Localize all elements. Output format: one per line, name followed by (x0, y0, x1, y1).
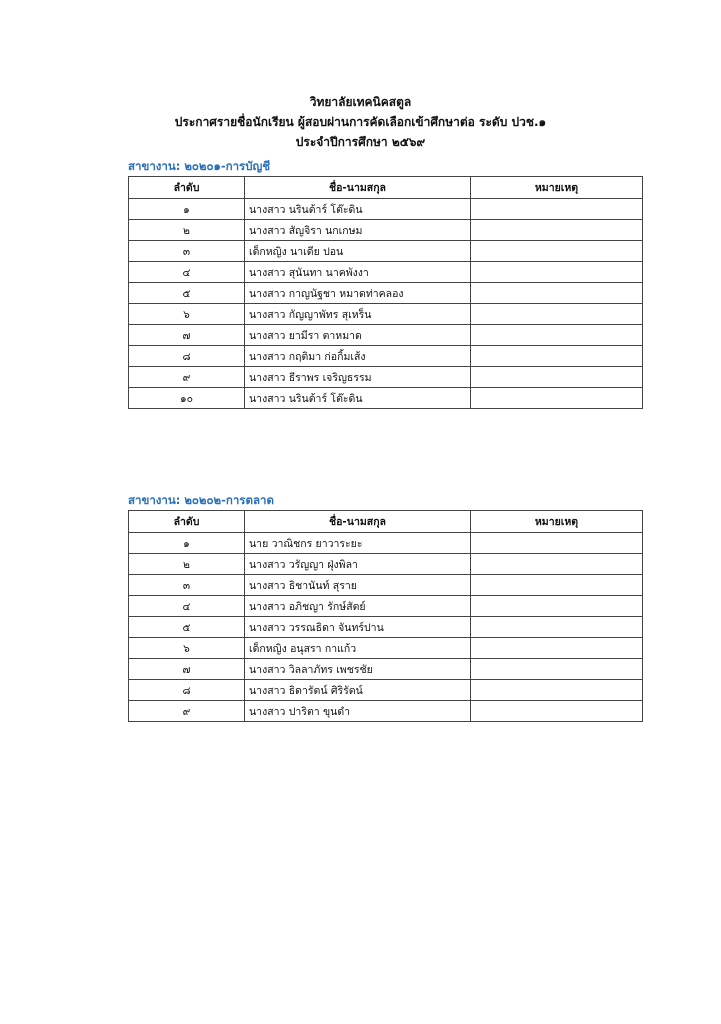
student-name: นางสาว ปาริตา ขุนดำ (245, 701, 471, 722)
student-name: นางสาว ธิดารัตน์ ศิริรัตน์ (245, 680, 471, 701)
student-name: นางสาว สัญจิรา นกเกษม (245, 220, 471, 241)
table-row (129, 701, 643, 722)
column-header-note: หมายเหตุ (471, 177, 643, 199)
column-header-order: ลำดับ (129, 511, 245, 533)
table-row (129, 325, 643, 346)
student-name: เด็กหญิง อนุสรา กาแก้ว (245, 638, 471, 659)
column-header-order: ลำดับ (129, 177, 245, 199)
row-number: ๙ (129, 367, 245, 388)
table-row (129, 304, 643, 325)
student-name: นางสาว ยามีรา ตาหมาด (245, 325, 471, 346)
table-row (129, 346, 643, 367)
table-row (129, 241, 643, 262)
table-row (129, 262, 643, 283)
student-name: นางสาว นรินต้าร์ โต๊ะดิน (245, 388, 471, 409)
row-note (471, 554, 643, 575)
row-note (471, 325, 643, 346)
row-note (471, 617, 643, 638)
row-note (471, 241, 643, 262)
table-row (129, 388, 643, 409)
accounting-table (128, 176, 643, 409)
row-number: ๕ (129, 283, 245, 304)
announcement-title: ประกาศรายชื่อนักเรียน ผู้สอบผ่านการคัดเลือกเข้าศึกษาต่อ ระดับ ปวช.๑ (174, 115, 547, 129)
student-name: นางสาว กัญญาพัทร สุเหร็น (245, 304, 471, 325)
student-name: เด็กหญิง นาเดีย ปอน (245, 241, 471, 262)
document-header (0, 92, 721, 152)
table-row (129, 220, 643, 241)
row-note (471, 575, 643, 596)
row-note (471, 638, 643, 659)
student-name: นางสาว ธีราพร เจริญธรรม (245, 367, 471, 388)
section-title-marketing: สาขางาน: ๒๐๒๐๒-การตลาด (128, 493, 274, 507)
table-row (129, 575, 643, 596)
row-number: ๑๐ (129, 388, 245, 409)
column-header-name: ชื่อ-นามสกุล (245, 177, 471, 199)
student-name: นางสาว วิลลาภัทร เพชรชัย (245, 659, 471, 680)
row-note (471, 262, 643, 283)
row-number: ๖ (129, 638, 245, 659)
student-name: นางสาว นรินต้าร์ โต๊ะดิน (245, 199, 471, 220)
row-note (471, 533, 643, 554)
row-number: ๒ (129, 220, 245, 241)
table-row (129, 638, 643, 659)
student-name: นางสาว ธิชานันท์ สุราย (245, 575, 471, 596)
column-header-note: หมายเหตุ (471, 511, 643, 533)
student-name: นางสาว วรัญญา ฝุ่งพิลา (245, 554, 471, 575)
table-row (129, 283, 643, 304)
row-note (471, 283, 643, 304)
student-name: นางสาว อภิชญา รักษ์สัตย์ (245, 596, 471, 617)
row-number: ๗ (129, 659, 245, 680)
row-number: ๔ (129, 596, 245, 617)
table-header-row (129, 177, 643, 199)
row-number: ๓ (129, 241, 245, 262)
marketing-table (128, 510, 643, 722)
row-note (471, 659, 643, 680)
table-row (129, 367, 643, 388)
row-note (471, 367, 643, 388)
row-number: ๘ (129, 346, 245, 367)
row-note (471, 304, 643, 325)
column-header-name: ชื่อ-นามสกุล (245, 511, 471, 533)
row-number: ๗ (129, 325, 245, 346)
student-name: นางสาว กฤติมา ก่อกิ้มเส้ง (245, 346, 471, 367)
table-row (129, 596, 643, 617)
table-row (129, 659, 643, 680)
college-name: วิทยาลัยเทคนิคสตูล (309, 95, 412, 109)
academic-year: ประจำปีการศึกษา ๒๕๖๙ (295, 135, 426, 149)
table-row (129, 680, 643, 701)
row-note (471, 220, 643, 241)
row-note (471, 596, 643, 617)
row-number: ๔ (129, 262, 245, 283)
row-note (471, 346, 643, 367)
row-note (471, 199, 643, 220)
row-number: ๕ (129, 617, 245, 638)
student-name: นางสาว กาญนัฐชา หมาดท่าคลอง (245, 283, 471, 304)
student-name: นาย วาณิชกร ยาวาระยะ (245, 533, 471, 554)
row-number: ๑ (129, 199, 245, 220)
row-number: ๒ (129, 554, 245, 575)
table-row (129, 533, 643, 554)
student-name: นางสาว วรรณธิดา จันทร์ปาน (245, 617, 471, 638)
table-row (129, 554, 643, 575)
table-header-row (129, 511, 643, 533)
row-note (471, 388, 643, 409)
section-title-accounting: สาขางาน: ๒๐๒๐๑-การบัญชี (128, 159, 271, 173)
row-note (471, 701, 643, 722)
row-number: ๓ (129, 575, 245, 596)
student-name: นางสาว สุนันทา นาคพังงา (245, 262, 471, 283)
row-number: ๖ (129, 304, 245, 325)
row-note (471, 680, 643, 701)
row-number: ๘ (129, 680, 245, 701)
table-row (129, 617, 643, 638)
row-number: ๑ (129, 533, 245, 554)
row-number: ๙ (129, 701, 245, 722)
table-row (129, 199, 643, 220)
